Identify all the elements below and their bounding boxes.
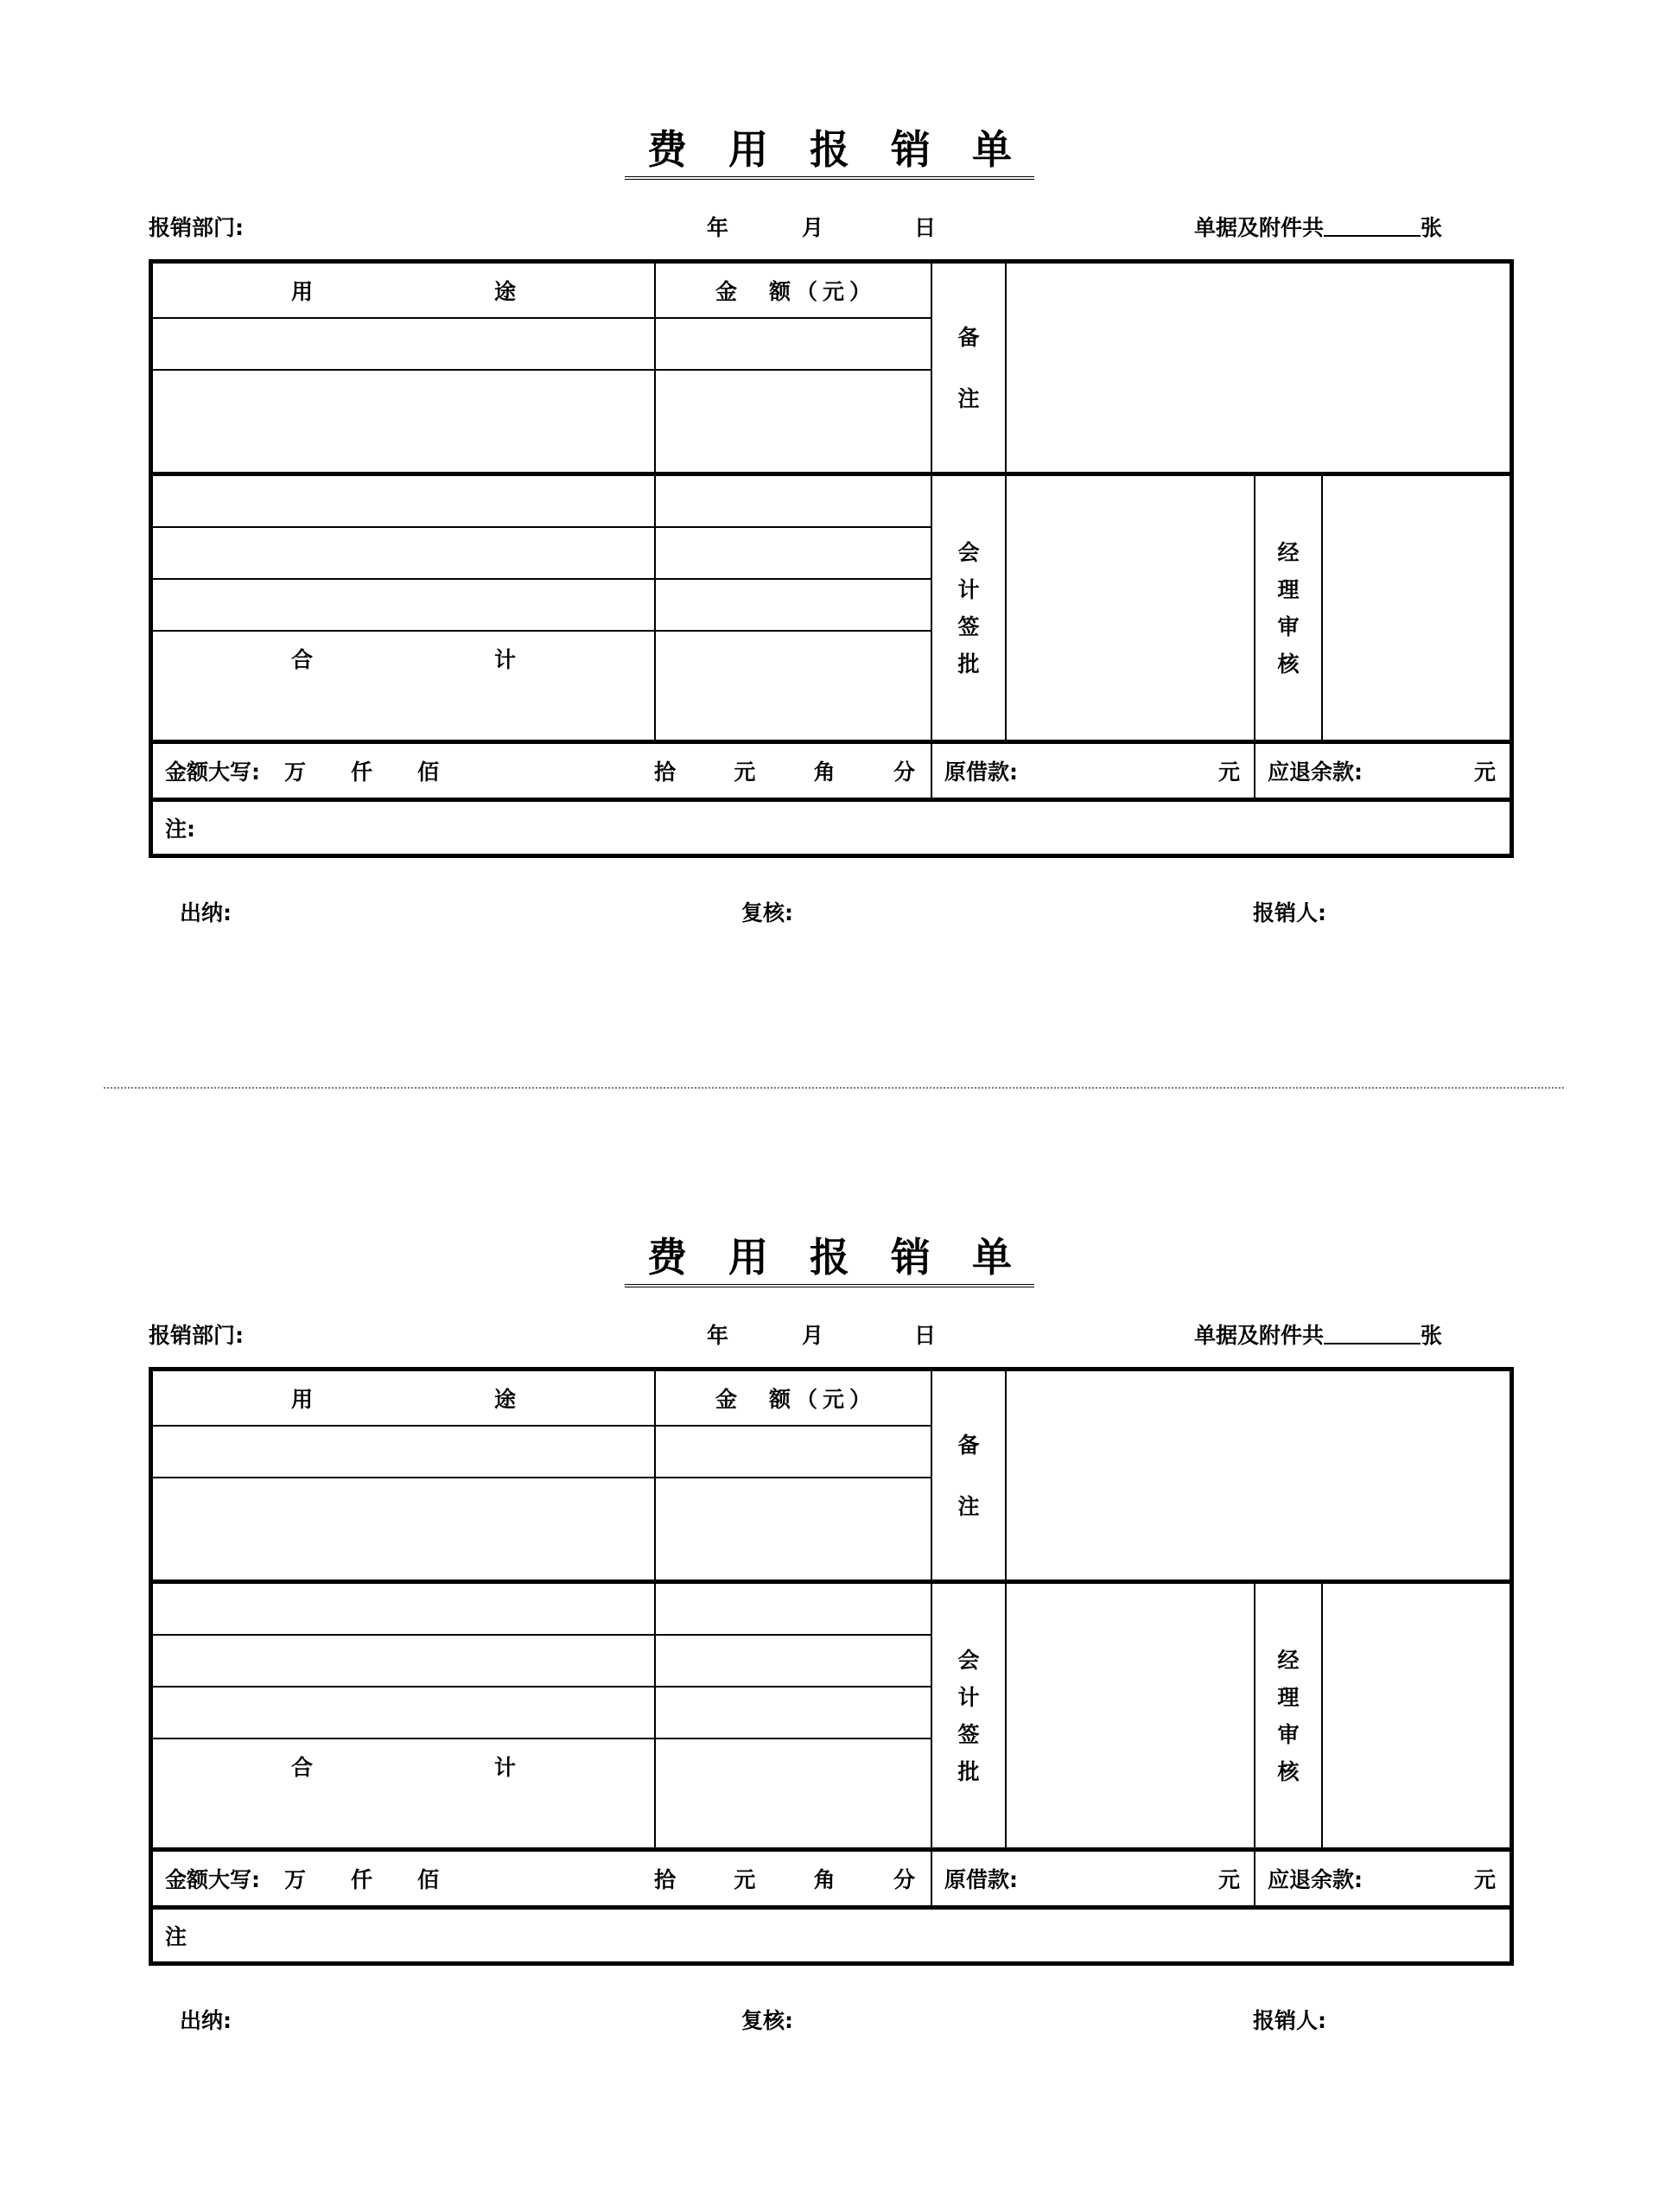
amount-column-top-2 xyxy=(654,1371,931,1584)
attachment-count-field-2[interactable] xyxy=(1194,1319,1442,1350)
remark-vertical-label xyxy=(932,264,1005,472)
manager-char-2-2: 理 xyxy=(1277,1684,1300,1710)
purpose-row-2-2[interactable] xyxy=(153,1478,654,1532)
accounting-char-2-2: 计 xyxy=(957,1684,980,1710)
amount-header-cell-2 xyxy=(656,1371,931,1427)
amount-row-3[interactable] xyxy=(656,476,931,528)
signature-row-2 xyxy=(0,2004,1659,2047)
refund-balance-field-2[interactable] xyxy=(1254,1852,1510,1905)
amount-row-2-2[interactable] xyxy=(656,1478,931,1532)
remark-label-cell xyxy=(931,264,1005,476)
attachment-label-prefix: 单据及附件共 xyxy=(1194,215,1325,240)
unit-fen[interactable]: 分 xyxy=(893,760,915,785)
claimant-signature-label[interactable]: 报销人: xyxy=(1253,900,1326,925)
total-label-2: 合 计 xyxy=(290,1755,535,1780)
purpose-row-3[interactable] xyxy=(153,476,654,528)
amount-header-label-2: 金 额（元） xyxy=(715,1387,876,1412)
purpose-row-1[interactable] xyxy=(153,319,654,371)
accounting-signature-area-2[interactable] xyxy=(1005,1584,1254,1852)
unit-wan-2[interactable]: 万 xyxy=(284,1867,307,1892)
attachment-label-prefix-2: 单据及附件共 xyxy=(1194,1323,1325,1348)
total-amount-cell-2[interactable] xyxy=(656,1739,931,1793)
manager-char-4-2: 核 xyxy=(1277,1758,1300,1784)
purpose-row-4[interactable] xyxy=(153,528,654,580)
accounting-approval-vertical-label-2 xyxy=(932,1584,1005,1847)
unit-bai-2[interactable]: 佰 xyxy=(417,1867,440,1892)
previous-loan-field[interactable] xyxy=(931,744,1254,798)
total-label-cell-2 xyxy=(153,1739,654,1793)
amount-header-label: 金 额（元） xyxy=(715,279,876,304)
previous-loan-label-2: 原借款: xyxy=(944,1867,1018,1892)
year-label-2: 年 xyxy=(707,1323,729,1348)
amount-row-2[interactable] xyxy=(656,371,931,424)
accounting-approval-label-cell-2 xyxy=(931,1584,1005,1852)
reimbursement-form-copy-2 xyxy=(0,1234,1659,2047)
reimbursement-form-copy-1 xyxy=(0,126,1659,939)
purpose-row-1-2[interactable] xyxy=(153,1427,654,1478)
amount-in-words-units-group-2 xyxy=(654,1852,931,1905)
purpose-column-bottom xyxy=(153,476,654,744)
claimant-signature-label-2[interactable]: 报销人: xyxy=(1253,2008,1326,2033)
remark-char-1: 备 xyxy=(957,324,980,350)
attachment-count-field[interactable] xyxy=(1194,211,1442,242)
remark-input-area-2[interactable] xyxy=(1005,1371,1510,1584)
page-title-2: 费 用 报 销 单 xyxy=(625,1237,1034,1287)
form-meta-row xyxy=(0,211,1659,251)
amount-row-1-2[interactable] xyxy=(656,1427,931,1478)
purpose-header-label: 用 途 xyxy=(290,279,535,304)
note-label-2: 注 xyxy=(165,1924,188,1949)
amount-row-4[interactable] xyxy=(656,528,931,580)
remark-char-2-2: 注 xyxy=(957,1493,980,1519)
unit-wan[interactable]: 万 xyxy=(284,760,307,785)
manager-signature-area-2[interactable] xyxy=(1321,1584,1510,1852)
manager-review-vertical-label-2 xyxy=(1255,1584,1321,1847)
manager-char-1-2: 经 xyxy=(1277,1647,1300,1673)
department-label-2: 报销部门: xyxy=(149,1323,244,1348)
year-label: 年 xyxy=(707,215,729,240)
amount-in-words-row-2 xyxy=(153,1852,1510,1910)
accounting-char-1: 会 xyxy=(957,539,980,565)
unit-bai[interactable]: 佰 xyxy=(417,760,440,785)
refund-balance-field[interactable] xyxy=(1254,744,1510,798)
amount-row-5-2[interactable] xyxy=(656,1688,931,1739)
unit-jiao[interactable]: 角 xyxy=(813,760,836,785)
refund-balance-unit-2: 元 xyxy=(1473,1867,1496,1892)
purpose-header-cell-2 xyxy=(153,1371,654,1427)
purpose-row-5[interactable] xyxy=(153,580,654,632)
manager-char-3: 审 xyxy=(1277,613,1300,639)
department-label: 报销部门: xyxy=(149,215,244,240)
amount-in-words-label-2: 金额大写: xyxy=(165,1867,260,1892)
accounting-char-3-2: 签 xyxy=(957,1721,980,1747)
unit-shi[interactable]: 拾 xyxy=(654,760,677,785)
day-label: 日 xyxy=(914,215,937,240)
note-row[interactable] xyxy=(153,802,1510,854)
purpose-column-top xyxy=(153,264,654,476)
amount-row-4-2[interactable] xyxy=(656,1636,931,1688)
manager-signature-area[interactable] xyxy=(1321,476,1510,744)
amount-in-words-label-group xyxy=(153,744,654,798)
total-label-cell xyxy=(153,632,654,685)
total-label: 合 计 xyxy=(290,647,535,672)
attachment-label-suffix: 张 xyxy=(1421,215,1443,240)
manager-char-3-2: 审 xyxy=(1277,1721,1300,1747)
purpose-row-2[interactable] xyxy=(153,371,654,424)
amount-in-words-label: 金额大写: xyxy=(165,760,260,785)
accounting-approval-label-cell xyxy=(931,476,1005,744)
amount-in-words-units-group xyxy=(654,744,931,798)
previous-loan-unit: 元 xyxy=(1217,760,1240,785)
refund-balance-label-2: 应退余款: xyxy=(1268,1867,1363,1892)
table-bottom-section-2 xyxy=(153,1584,1510,1852)
manager-review-vertical-label xyxy=(1255,476,1321,740)
form-title-container-2 xyxy=(0,1234,1659,1305)
purpose-row-4-2[interactable] xyxy=(153,1636,654,1688)
expense-table xyxy=(149,259,1514,858)
accounting-signature-area[interactable] xyxy=(1005,476,1254,744)
manager-char-2: 理 xyxy=(1277,576,1300,602)
amount-header-cell xyxy=(656,264,931,319)
review-signature-label[interactable]: 复核: xyxy=(741,900,793,925)
cut-line-separator xyxy=(104,1087,1564,1089)
unit-qian[interactable]: 仟 xyxy=(351,760,373,785)
manager-review-label-cell-2 xyxy=(1254,1584,1321,1852)
manager-char-4: 核 xyxy=(1277,651,1300,677)
attachment-label-suffix-2: 张 xyxy=(1421,1323,1443,1348)
remark-label-cell-2 xyxy=(931,1371,1005,1584)
page-title: 费 用 报 销 单 xyxy=(625,130,1034,180)
review-signature-label-2[interactable]: 复核: xyxy=(741,2008,793,2033)
remark-char-1-2: 备 xyxy=(957,1432,980,1458)
month-label-2: 月 xyxy=(802,1323,824,1348)
attachment-count-blank-2[interactable] xyxy=(1324,1343,1421,1344)
purpose-row-3-2[interactable] xyxy=(153,1584,654,1636)
form-meta-row-2 xyxy=(0,1319,1659,1358)
purpose-column-top-2 xyxy=(153,1371,654,1584)
amount-column-bottom-2 xyxy=(654,1584,931,1852)
attachment-count-blank[interactable] xyxy=(1324,235,1421,237)
cashier-signature-label-2[interactable]: 出纳: xyxy=(180,2008,232,2033)
note-label: 注: xyxy=(165,817,195,842)
total-amount-cell[interactable] xyxy=(656,632,931,685)
table-top-section-2 xyxy=(153,1371,1510,1584)
day-label-2: 日 xyxy=(914,1323,937,1348)
amount-in-words-row xyxy=(153,744,1510,802)
purpose-header-cell xyxy=(153,264,654,319)
unit-yuan-2[interactable]: 元 xyxy=(734,1867,756,1892)
remark-vertical-label-2 xyxy=(932,1371,1005,1580)
form-title-container xyxy=(0,126,1659,197)
note-row-2[interactable] xyxy=(153,1910,1510,1961)
amount-row-1[interactable] xyxy=(656,319,931,371)
expense-table-2 xyxy=(149,1367,1514,1966)
accounting-char-4-2: 批 xyxy=(957,1758,980,1784)
manager-char-1: 经 xyxy=(1277,539,1300,565)
accounting-char-2: 计 xyxy=(957,576,980,602)
refund-balance-label: 应退余款: xyxy=(1268,760,1363,785)
previous-loan-unit-2: 元 xyxy=(1217,1867,1240,1892)
cashier-signature-label[interactable]: 出纳: xyxy=(180,900,232,925)
unit-yuan[interactable]: 元 xyxy=(734,760,756,785)
unit-shi-2[interactable]: 拾 xyxy=(654,1867,677,1892)
signature-row xyxy=(0,896,1659,939)
amount-column-top xyxy=(654,264,931,476)
refund-balance-unit: 元 xyxy=(1473,760,1496,785)
manager-review-label-cell xyxy=(1254,476,1321,744)
purpose-header-label-2: 用 途 xyxy=(290,1387,535,1412)
amount-row-3-2[interactable] xyxy=(656,1584,931,1636)
unit-jiao-2[interactable]: 角 xyxy=(813,1867,836,1892)
purpose-row-5-2[interactable] xyxy=(153,1688,654,1739)
amount-column-bottom xyxy=(654,476,931,744)
amount-in-words-label-group-2 xyxy=(153,1852,654,1905)
accounting-char-4: 批 xyxy=(957,651,980,677)
remark-input-area[interactable] xyxy=(1005,264,1510,476)
table-bottom-section xyxy=(153,476,1510,744)
previous-loan-field-2[interactable] xyxy=(931,1852,1254,1905)
accounting-approval-vertical-label xyxy=(932,476,1005,740)
amount-row-5[interactable] xyxy=(656,580,931,632)
accounting-char-3: 签 xyxy=(957,613,980,639)
unit-fen-2[interactable]: 分 xyxy=(893,1867,915,1892)
month-label: 月 xyxy=(802,215,824,240)
remark-char-2: 注 xyxy=(957,385,980,411)
purpose-column-bottom-2 xyxy=(153,1584,654,1852)
previous-loan-label: 原借款: xyxy=(944,760,1018,785)
unit-qian-2[interactable]: 仟 xyxy=(351,1867,373,1892)
table-top-section xyxy=(153,264,1510,476)
accounting-char-1-2: 会 xyxy=(957,1647,980,1673)
